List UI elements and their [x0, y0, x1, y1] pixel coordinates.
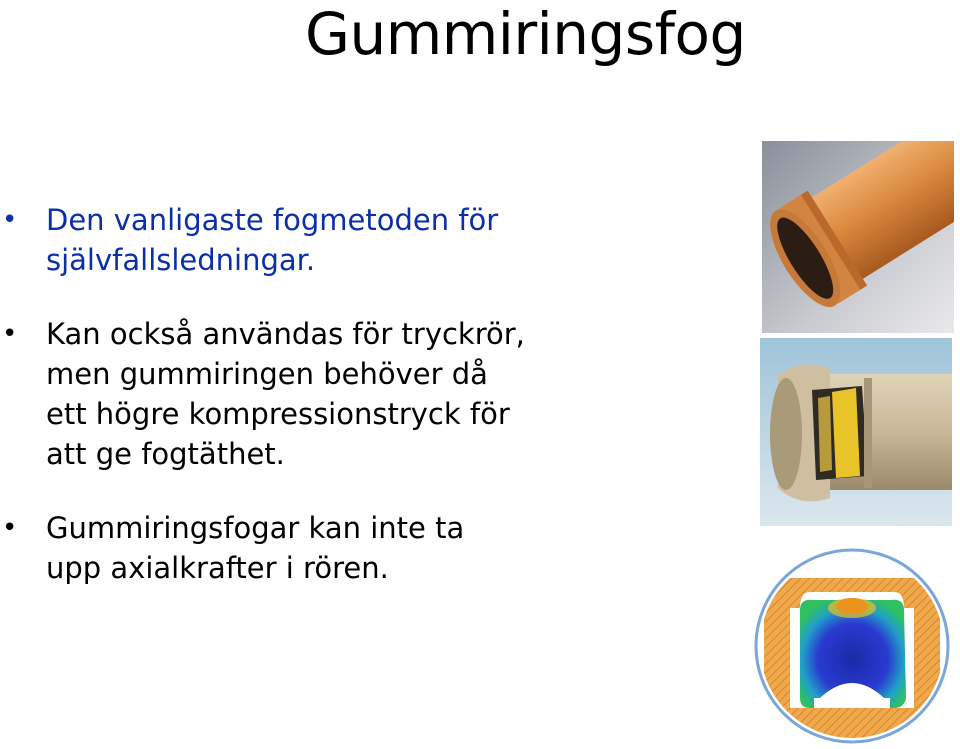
- bullet-line: att ge fogtäthet.: [46, 437, 285, 471]
- bullet-item: [0, 508, 720, 588]
- bullet-line: självfallsledningar.: [46, 243, 316, 277]
- bullet-list: [0, 200, 720, 588]
- pipe-socket-photo: [762, 141, 954, 333]
- bullet-line: ett högre kompressionstryck för: [46, 397, 510, 431]
- bullet-line: upp axialkrafter i rören.: [46, 551, 389, 585]
- slide-title: Gummiringsfog: [305, 0, 746, 68]
- bullet-line: • Gummiringsfogar kan inte ta: [46, 511, 465, 545]
- bullet-item: [0, 314, 720, 474]
- bullet-line: • Den vanligaste fogmetoden för: [46, 203, 499, 237]
- ring-stress-plot: [754, 548, 950, 744]
- pipe-cutaway-photo: [760, 338, 952, 526]
- bullet-line: • Kan också användas för tryckrör,: [46, 317, 525, 351]
- bullet-line: men gummiringen behöver då: [46, 357, 488, 391]
- bullet-item: [0, 200, 720, 280]
